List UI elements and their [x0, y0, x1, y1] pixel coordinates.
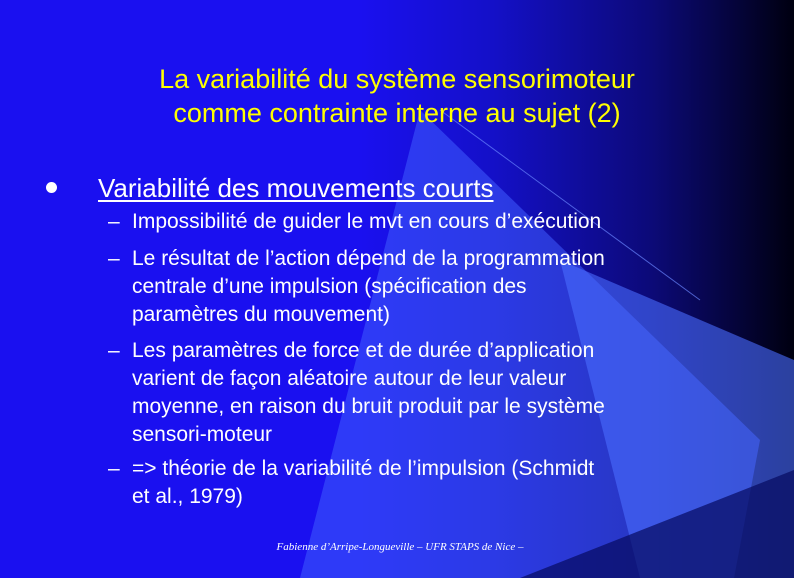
text-line: Les paramètres de force et de durée d’application: [132, 339, 595, 362]
sub-bullet-text: [132, 455, 732, 511]
sub-bullet-text: [132, 245, 732, 329]
main-bullet: [46, 170, 746, 206]
bullet-dot-icon: [46, 182, 57, 193]
slide-footer: Fabienne d’Arripe-Longueville – UFR STAPS de Nice –: [276, 541, 524, 553]
text-line: sensori-moteur: [132, 423, 273, 446]
text-line: Le résultat de l’action dépend de la programmation: [132, 247, 605, 270]
text-line: varient de façon aléatoire autour de leur valeur: [132, 367, 567, 390]
dash-icon: –: [108, 339, 120, 362]
title-line-2: comme contrainte interne au sujet (2): [173, 98, 621, 128]
slide-title: [40, 62, 754, 130]
dash-icon: –: [108, 247, 120, 270]
title-line-1: La variabilité du système sensorimoteur: [159, 64, 635, 94]
text-line: et al., 1979): [132, 485, 243, 508]
text-line: Impossibilité de guider le mvt en cours d’exécution: [132, 210, 602, 233]
text-line: centrale d’une impulsion (spécification des: [132, 275, 527, 298]
text-line: => théorie de la variabilité de l’impulsion (Schmidt: [132, 457, 595, 480]
main-bullet-text: Variabilité des mouvements courts: [98, 173, 494, 203]
sub-bullet-text: [132, 337, 732, 449]
text-line: moyenne, en raison du bruit produit par le système: [132, 395, 605, 418]
dash-icon: –: [108, 210, 120, 233]
text-line: paramètres du mouvement): [132, 303, 390, 326]
dash-icon: –: [108, 457, 120, 480]
sub-bullet-text: [132, 208, 732, 236]
